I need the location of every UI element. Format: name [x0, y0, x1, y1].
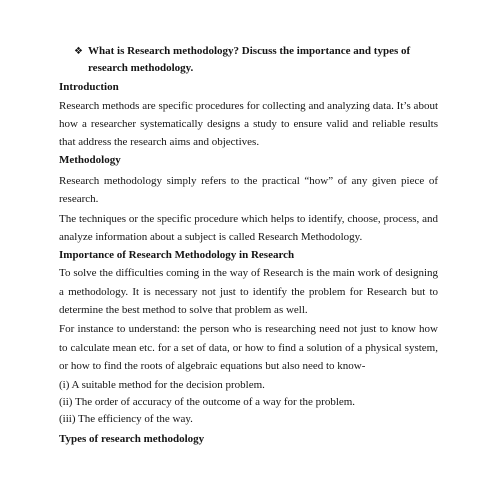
question-heading — [74, 43, 442, 77]
list-item: (i) A suitable method for the decision problem. — [59, 379, 265, 391]
methodology-paragraph-1: Research methodology simply refers to the practical “how” of any given piece of research. — [59, 175, 438, 205]
diamond-bullet-icon: ❖ — [74, 46, 83, 57]
question-line-1: What is Research methodology? Discuss the importance and types of — [88, 45, 411, 57]
question-line-2: research methodology. — [88, 62, 194, 74]
list-item: (iii) The efficiency of the way. — [59, 413, 193, 425]
importance-paragraph-1: To solve the difficulties coming in the way of Research is the main work of designing a methodology. It is necessary not just to identify the problem for Research but to determine the best method to solve that problem as well. — [59, 267, 438, 316]
importance-paragraph-2: For instance to understand: the person who is researching need not just to know how to calculate mean etc. for a set of data, or how to find a solution of a physical system, or how to find the roots of algebraic equations but also need to know- — [59, 323, 438, 372]
types-heading: Types of research methodology — [59, 433, 205, 445]
importance-heading: Importance of Research Methodology in Research — [59, 249, 295, 261]
criteria-list — [59, 377, 438, 428]
introduction-heading: Introduction — [59, 81, 119, 93]
methodology-paragraph-2: The techniques or the specific procedure which helps to identify, choose, process, and analyze information about a subject is called Research Methodology. — [59, 213, 438, 243]
list-item: (ii) The order of accuracy of the outcome of a way for the problem. — [59, 396, 356, 408]
methodology-heading: Methodology — [59, 154, 121, 166]
introduction-paragraph: Research methods are specific procedures for collecting and analyzing data. It’s about how a researcher systematically designs a study to ensure valid and reliable results that address the research aims and objectives. — [59, 100, 438, 148]
